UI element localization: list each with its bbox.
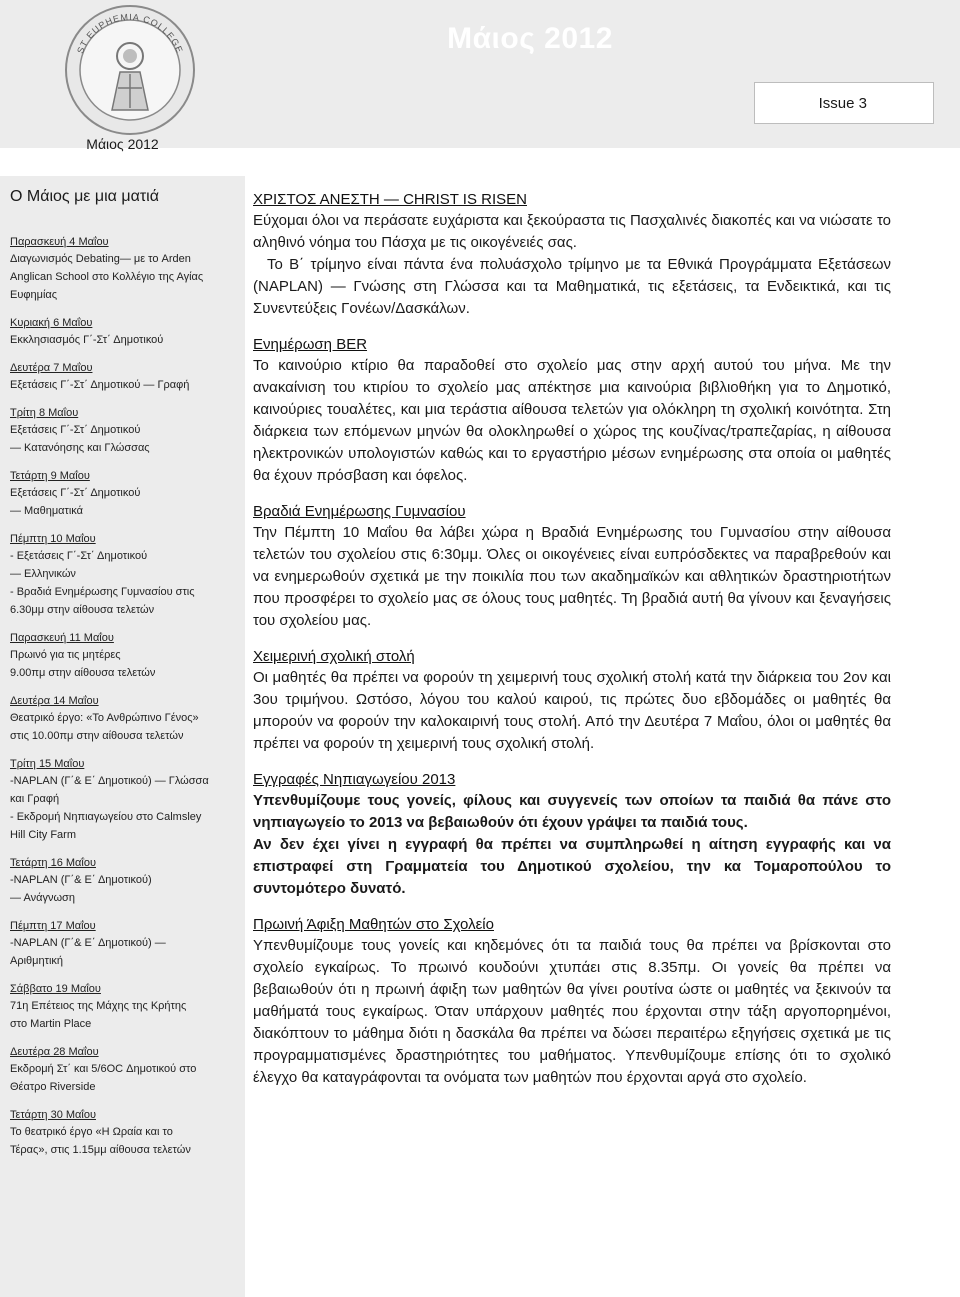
event-line: Θέατρο Riverside	[10, 1081, 96, 1093]
school-crest-logo	[62, 2, 198, 138]
article-section	[253, 502, 891, 632]
event-line: — Μαθηματικά	[10, 505, 84, 517]
event-day: Κυριακή 6 Μαΐου	[10, 317, 93, 329]
event-day: Τετάρτη 16 Μαΐου	[10, 857, 96, 869]
event-day: Τετάρτη 30 Μαΐου	[10, 1109, 96, 1121]
event-line: -NAPLAN (Γ΄& Ε΄ Δημοτικού)	[10, 874, 152, 886]
sidebar-events	[10, 234, 234, 1170]
section-paragraph: Οι μαθητές θα πρέπει να φορούν τη χειμερινή τους σχολική στολή κατά την διάρκεια του 2ον και 3ου τριμήνου. Ωστόσο, λόγου του καλού καιρού, τις πρώτες δυο εβδομάδες οι μαθητές θα μπορούν να φορούν την καλοκαιρινή τους στολή. Από την Δευτέρα 7 Μαΐου, όλοι οι μαθητές θα πρέπει να φορούν τη χειμερινή τους σχολική στολή.	[253, 669, 891, 752]
masthead-title: Μάιος 2012	[447, 22, 613, 55]
article-section	[253, 770, 891, 900]
event-line: -NAPLAN (Γ΄& Ε΄ Δημοτικού) — Γλώσσα	[10, 775, 209, 787]
event-line: στις 10.00πμ στην αίθουσα τελετών	[10, 730, 184, 742]
article-section	[253, 915, 891, 1089]
event-line: 9.00πμ στην αίθουσα τελετών	[10, 667, 156, 679]
event-day: Πέμπτη 17 Μαΐου	[10, 920, 96, 932]
event-day: Τρίτη 15 Μαΐου	[10, 758, 85, 770]
event-line: - Εξετάσεις Γ΄-Στ΄ Δημοτικού	[10, 550, 148, 562]
event-line: Τέρας», στις 1.15μμ αίθουσα τελετών	[10, 1144, 191, 1156]
event-item	[10, 630, 234, 682]
event-line: Anglican School στο Κολλέγιο της Αγίας	[10, 271, 204, 283]
event-item	[10, 1107, 234, 1159]
event-line: Διαγωνισμός Debating— με το Arden	[10, 253, 191, 265]
event-item	[10, 756, 234, 844]
event-line: - Εκδρομή Νηπιαγωγείου στο Calmsley	[10, 811, 202, 823]
event-item	[10, 405, 234, 457]
event-day: Πέμπτη 10 Μαΐου	[10, 533, 96, 545]
event-day: Σάββατο 19 Μαΐου	[10, 983, 101, 995]
event-line: Θεατρικό έργο: «Το Ανθρώπινο Γένος»	[10, 712, 199, 724]
main-column	[253, 190, 891, 1104]
section-paragraph: Αν δεν έχει γίνει η εγγραφή θα πρέπει να συμπληρωθεί η αίτηση εγγραφής και να επιστραφεί στη Γραμματεία του Δημοτικού σχολείου, την κα Τομαροπούλου το συντομότερο δυνατό.	[253, 836, 891, 897]
event-line: Πρωινό για τις μητέρες	[10, 649, 121, 661]
event-item	[10, 855, 234, 907]
section-paragraph: Την Πέμπτη 10 Μαΐου θα λάβει χώρα η Βραδιά Ενημέρωσης του Γυμνασίου στην αίθουσα τελετών του σχολείου στις 6:30μμ. Όλες οι οικογένειες είναι ευπρόσδεκτες να παραβρεθούν και να ενημερωθούν σχετικά με την ποικιλία που των ακαδημαϊκών και αθλητικών δραστηριοτήτων που προσφέρει το σχολείο μας σε όλους τους μαθητές. Τη βραδιά αυτή θα γίνουν και ξεναγήσεις του σχολείου μας.	[253, 524, 891, 629]
event-item	[10, 693, 234, 745]
section-title: Εγγραφές Νηπιαγωγείου 2013	[253, 771, 456, 788]
section-title: Ενημέρωση BER	[253, 336, 368, 353]
event-line: - Βραδιά Ενημέρωσης Γυμνασίου στις	[10, 586, 195, 598]
event-day: Τρίτη 8 Μαΐου	[10, 407, 79, 419]
event-line: και Γραφή	[10, 793, 60, 805]
event-item	[10, 468, 234, 520]
event-line: 6.30μμ στην αίθουσα τελετών	[10, 604, 155, 616]
issue-badge: Issue 3	[754, 82, 934, 124]
section-title: Πρωινή Άφιξη Μαθητών στο Σχολείο	[253, 916, 494, 933]
event-line: — Ανάγνωση	[10, 892, 75, 904]
article-section	[253, 190, 891, 320]
event-line: Εκκλησιασμός Γ΄-Στ΄ Δημοτικού	[10, 334, 164, 346]
event-line: Εξετάσεις Γ΄-Στ΄ Δημοτικού — Γραφή	[10, 379, 190, 391]
section-title: Βραδιά Ενημέρωσης Γυμνασίου	[253, 503, 466, 520]
event-day: Παρασκευή 11 Μαΐου	[10, 632, 114, 644]
section-paragraph: Το καινούριο κτίριο θα παραδοθεί στο σχολείο μας στην αρχή αυτού του μήνα. Με την ανακαίνιση του κτιρίου το σχολείο μας απέκτησε μια καινούρια βιβλιοθήκη για το Δημοτικό, καινούριες τουαλέτες, και μια τεράστια αίθουσα τελετών για ολόκληρη τη σχολική κοινότητα. Στη διάρκεια των επόμενων μηνών θα ολοκληρωθεί ο χώρος της κουζίνας/τραπεζαρίας, η αίθουσα ηλεκτρονικών υπολογιστών καθώς και το εργαστήριο μέσων ενημέρωσης στα οποία οι μαθητές θα έχουν πρόσβαση και όφελος.	[253, 357, 891, 484]
event-day: Δευτέρα 7 Μαΐου	[10, 362, 93, 374]
section-title: ΧΡΙΣΤΟΣ ΑΝΕΣΤΗ — CHRIST IS RISEN	[253, 191, 527, 208]
event-item	[10, 360, 234, 394]
event-item	[10, 234, 234, 304]
event-day: Δευτέρα 28 Μαΐου	[10, 1046, 99, 1058]
article-section	[253, 335, 891, 487]
event-line: — Κατανόησης και Γλώσσας	[10, 442, 150, 454]
event-line: στο Martin Place	[10, 1018, 92, 1030]
event-item	[10, 918, 234, 970]
event-line: — Ελληνικών	[10, 568, 76, 580]
section-paragraph: Εύχομαι όλοι να περάσατε ευχάριστα και ξεκούραστα τις Πασχαλινές διακοπές και να νιώσατε το αληθινό νόημα του Πάσχα με τις οικογένειές σας.	[253, 212, 891, 251]
sidebar-date: Μάιος 2012	[86, 136, 159, 152]
event-line: Hill City Farm	[10, 829, 76, 841]
event-item	[10, 1044, 234, 1096]
event-item	[10, 315, 234, 349]
section-title: Χειμερινή σχολική στολή	[253, 648, 415, 665]
event-line: Ευφημίας	[10, 289, 58, 301]
event-line: Εξετάσεις Γ΄-Στ΄ Δημοτικού	[10, 424, 141, 436]
event-day: Παρασκευή 4 Μαΐου	[10, 236, 109, 248]
event-line: Εκδρομή Στ΄ και 5/6ΟC Δημοτικού στο	[10, 1063, 197, 1075]
section-paragraph: Το Β΄ τρίμηνο είναι πάντα ένα πολυάσχολο τρίμηνο με τα Εθνικά Προγράμματα Εξετάσεων (NAPLAN) — Γνώσης στη Γλώσσα και τα Μαθηματικά, τις εξετάσεις, τα Ενδεικτικά, και τις Συνεντεύξεις Γονέων/Δασκάλων.	[253, 256, 891, 317]
event-day: Τετάρτη 9 Μαΐου	[10, 470, 90, 482]
article-section	[253, 647, 891, 755]
event-line: Εξετάσεις Γ΄-Στ΄ Δημοτικού	[10, 487, 141, 499]
event-line: 71η Επέτειος της Μάχης της Κρήτης	[10, 1000, 187, 1012]
event-item	[10, 981, 234, 1033]
event-item	[10, 531, 234, 619]
section-paragraph: Υπενθυμίζουμε τους γονείς και κηδεμόνες ότι τα παιδιά τους θα πρέπει να βρίσκονται στο σχολείο εγκαίρως. Το πρωινό κουδούνι χτυπάει στις 8.35πμ. Οι γονείς θα πρέπει να βεβαιωθούν ότι η πρωινή άφιξη των μαθητών θα γίνει ρουτίνα ώστε οι μαθητές να ξεκινούν τα μαθήματά τους εγκαίρως. Όταν υπάρχουν μαθητές που έρχονται στην τάξη αργοπορημένοι, διακόπτουν το μάθημα διότι η δασκάλα θα πρέπει να δώσει περαιτέρω εξηγήσεις σχετικά με τις προγραμματισμένες δραστηριότητες του μαθήματος. Υπενθυμίζουμε επίσης ότι το σχολικό έλεγχο θα καταγράφονται τα ονόματα των μαθητών που έρχονται αργά στο σχολείο.	[253, 937, 891, 1086]
sidebar-title: Ο Μάιος με μια ματιά	[10, 188, 159, 205]
svg-text:ST EUPHEMIA COLLEGE: ST EUPHEMIA COLLEGE	[75, 11, 185, 55]
event-line: Αριθμητική	[10, 955, 64, 967]
event-line: -NAPLAN (Γ΄& Ε΄ Δημοτικού) —	[10, 937, 166, 949]
event-day: Δευτέρα 14 Μαΐου	[10, 695, 99, 707]
section-paragraph: Υπενθυμίζουμε τους γονείς, φίλους και συγγενείς των οποίων τα παιδιά θα πάνε στο νηπιαγωγείο το 2013 να βεβαιωθούν ότι έχουν γράψει τα παιδιά τους.	[253, 792, 891, 831]
event-line: Το θεατρικό έργο «Η Ωραία και το	[10, 1126, 173, 1138]
